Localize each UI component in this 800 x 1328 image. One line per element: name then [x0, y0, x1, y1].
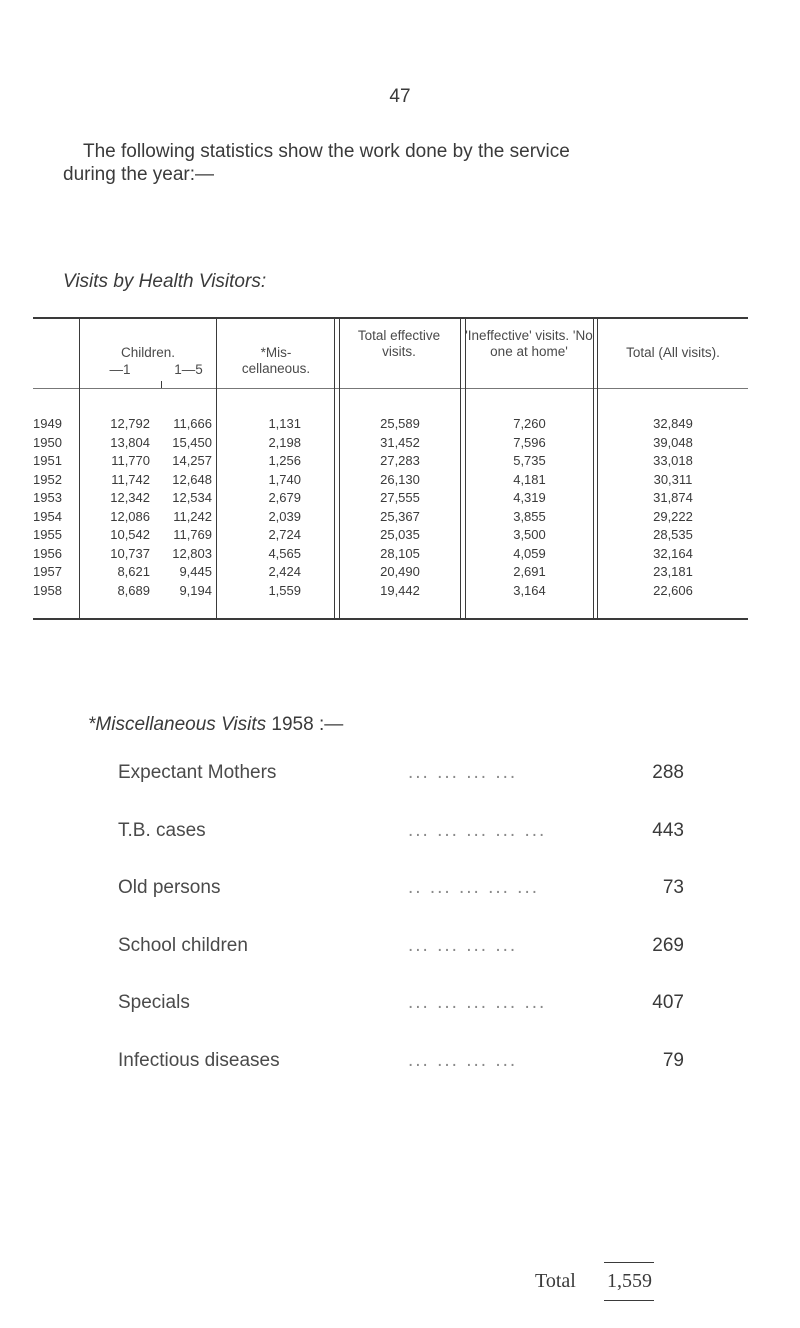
- header-1-to-5: 1—5: [174, 362, 203, 377]
- total-rule-top: [604, 1262, 654, 1263]
- cell-total-all: 30,311: [653, 471, 693, 487]
- cell-1-to-5: 9,194: [179, 582, 212, 598]
- misc-item-leader-dots: ... ... ... ...: [408, 1049, 518, 1071]
- cell-total-effective: 31,452: [380, 434, 420, 450]
- cell-miscellaneous: 1,131: [268, 416, 301, 431]
- cell-1-to-5: 12,534: [172, 490, 212, 505]
- cell-year: 1957: [33, 564, 62, 579]
- cell-under-1: 11,742: [111, 471, 150, 487]
- misc-item: [118, 877, 684, 903]
- cell-1-to-5: 12,648: [172, 471, 212, 487]
- cell-year: 1952: [33, 471, 62, 487]
- cell-under-1: 13,804: [110, 434, 150, 450]
- misc-item-value: 79: [662, 1049, 684, 1071]
- cell-ineffective: 7,596: [513, 434, 546, 450]
- cell-total-all: 32,164: [653, 545, 693, 561]
- total-rule-bottom: [604, 1300, 654, 1301]
- total-value: 1,559: [607, 1270, 652, 1292]
- cell-ineffective: 7,260: [513, 416, 546, 431]
- misc-item-label: T.B. cases: [118, 819, 206, 841]
- cell-year: 1951: [33, 453, 62, 468]
- cell-total-all: 23,181: [653, 564, 693, 579]
- cell-total-all: 29,222: [653, 508, 693, 524]
- cell-total-all: 39,048: [653, 434, 693, 450]
- cell-under-1: 8,621: [117, 564, 150, 579]
- cell-ineffective: 3,855: [513, 508, 546, 524]
- misc-item-leader-dots: ... ... ... ... ...: [408, 819, 547, 841]
- cell-total-effective: 19,442: [380, 582, 420, 598]
- misc-item: [118, 935, 684, 961]
- cell-year: 1949: [33, 416, 62, 431]
- intro-paragraph: [63, 140, 713, 186]
- cell-under-1: 12,792: [110, 416, 150, 431]
- misc-item-label: Old persons: [118, 877, 221, 898]
- table-bottom-rule: [33, 618, 748, 620]
- cell-total-all: 33,018: [653, 453, 693, 468]
- misc-item-value: 269: [652, 934, 684, 956]
- cell-ineffective: 4,181: [513, 471, 546, 487]
- cell-miscellaneous: 2,424: [268, 564, 301, 579]
- cell-1-to-5: 11,666: [173, 416, 212, 431]
- misc-item-label: Infectious diseases: [118, 1049, 280, 1071]
- children-subdivider: [161, 381, 162, 388]
- misc-heading-year: 1958 :—: [271, 714, 344, 735]
- misc-item-leader-dots: ... ... ... ... ...: [408, 992, 547, 1013]
- cell-1-to-5: 9,445: [179, 564, 212, 579]
- cell-total-effective: 25,589: [380, 416, 420, 431]
- cell-total-all: 32,849: [653, 416, 693, 431]
- cell-total-all: 31,874: [653, 490, 693, 505]
- column-divider: [593, 319, 594, 618]
- cell-ineffective: 3,164: [513, 582, 546, 598]
- cell-year: 1950: [33, 434, 62, 450]
- cell-ineffective: 5,735: [513, 453, 546, 468]
- misc-item: [118, 762, 684, 788]
- intro-line-1: The following statistics show the work done by the service: [83, 141, 570, 162]
- header-children: Children.: [120, 345, 176, 360]
- cell-miscellaneous: 4,565: [268, 545, 301, 561]
- cell-year: 1953: [33, 490, 62, 505]
- column-divider: [460, 319, 461, 618]
- cell-total-effective: 25,035: [380, 527, 420, 542]
- cell-miscellaneous: 2,198: [268, 434, 301, 450]
- cell-1-to-5: 12,803: [172, 545, 212, 561]
- cell-under-1: 11,770: [111, 453, 150, 468]
- cell-total-effective: 20,490: [380, 564, 420, 579]
- cell-1-to-5: 14,257: [172, 453, 212, 468]
- cell-under-1: 12,086: [110, 508, 150, 524]
- cell-ineffective: 2,691: [513, 564, 546, 579]
- cell-year: 1958: [33, 582, 62, 598]
- cell-miscellaneous: 2,679: [268, 490, 301, 505]
- misc-item: [118, 992, 684, 1018]
- header-ineffective: 'Ineffective' visits. 'No one at home': [465, 328, 593, 359]
- cell-total-effective: 26,130: [380, 471, 420, 487]
- header-total-all: Total (All visits).: [626, 345, 720, 360]
- cell-miscellaneous: 2,039: [268, 508, 301, 524]
- cell-ineffective: 3,500: [513, 527, 546, 542]
- header-total-effective: Total effective visits.: [357, 328, 441, 359]
- misc-item-value: 73: [662, 877, 684, 898]
- header-miscellaneous: *Mis- cellaneous.: [241, 345, 311, 376]
- cell-miscellaneous: 2,724: [268, 527, 301, 542]
- visits-table: [33, 317, 748, 621]
- cell-total-all: 28,535: [653, 527, 693, 542]
- cell-under-1: 12,342: [110, 490, 150, 505]
- cell-year: 1956: [33, 545, 62, 561]
- cell-total-effective: 27,555: [380, 490, 420, 505]
- misc-item-label: Expectant Mothers: [118, 762, 277, 783]
- cell-total-effective: 28,105: [380, 545, 420, 561]
- cell-under-1: 10,737: [110, 545, 150, 561]
- cell-total-all: 22,606: [653, 582, 693, 598]
- cell-1-to-5: 11,769: [173, 527, 212, 542]
- cell-1-to-5: 15,450: [172, 434, 212, 450]
- cell-miscellaneous: 1,559: [268, 582, 301, 598]
- intro-line-2: during the year:—: [63, 164, 215, 185]
- table-header-rule: [33, 388, 748, 389]
- misc-item-value: 288: [652, 762, 684, 783]
- cell-miscellaneous: 1,256: [268, 453, 301, 468]
- misc-item-label: Specials: [118, 992, 190, 1013]
- misc-heading: [88, 714, 343, 736]
- misc-heading-italic: *Miscellaneous Visits: [88, 714, 267, 735]
- misc-item-value: 407: [652, 992, 684, 1013]
- cell-ineffective: 4,319: [513, 490, 546, 505]
- table-top-rule: [33, 317, 748, 319]
- section-heading: Visits by Health Visitors:: [63, 271, 267, 292]
- total-label: Total: [535, 1270, 576, 1292]
- column-divider: [334, 319, 335, 618]
- cell-ineffective: 4,059: [513, 545, 546, 561]
- cell-total-effective: 27,283: [380, 453, 420, 468]
- misc-item: [118, 820, 684, 846]
- misc-item: [118, 1050, 684, 1076]
- misc-item-label: School children: [118, 934, 248, 956]
- cell-total-effective: 25,367: [380, 508, 420, 524]
- cell-year: 1955: [33, 527, 62, 542]
- misc-item-leader-dots: ... ... ... ...: [408, 762, 518, 783]
- cell-under-1: 8,689: [117, 582, 150, 598]
- cell-year: 1954: [33, 508, 62, 524]
- page-number: 47: [389, 86, 411, 107]
- misc-item-leader-dots: ... ... ... ...: [408, 934, 518, 956]
- cell-1-to-5: 11,242: [173, 508, 212, 524]
- misc-item-value: 443: [652, 819, 684, 841]
- header-under-1: —1: [109, 362, 131, 377]
- cell-miscellaneous: 1,740: [268, 471, 301, 487]
- cell-under-1: 10,542: [110, 527, 150, 542]
- misc-item-leader-dots: .. ... ... ... ...: [408, 877, 540, 898]
